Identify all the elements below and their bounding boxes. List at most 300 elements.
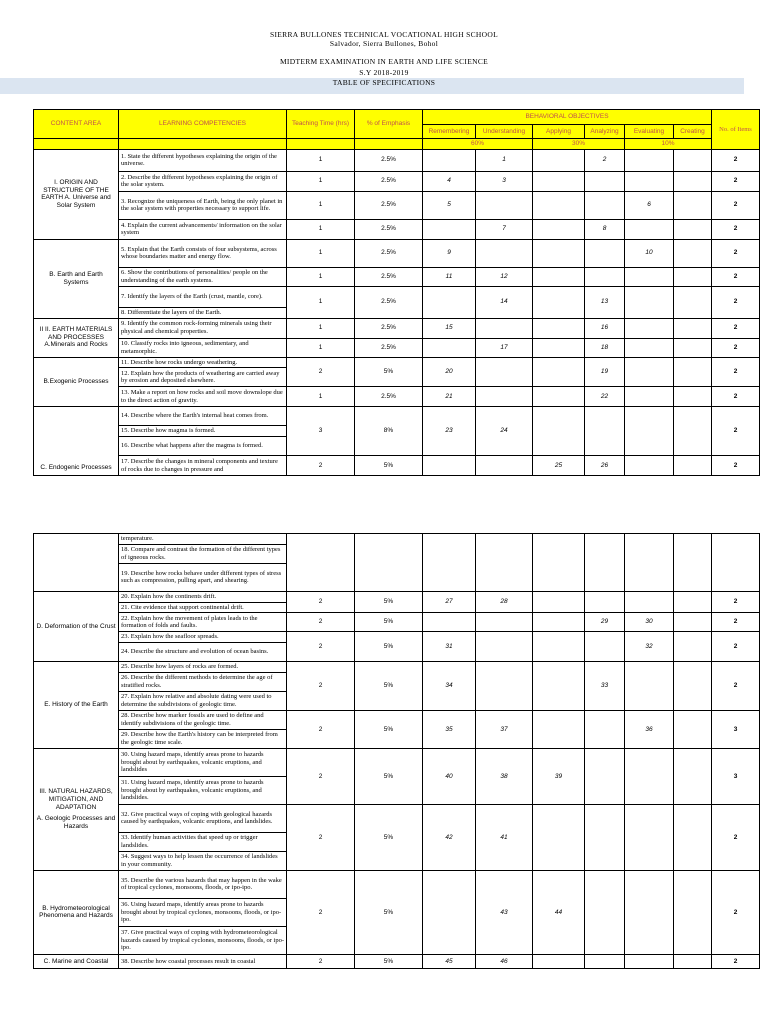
evaluating-cell: 10: [625, 239, 674, 267]
items-total-cell: 2: [712, 870, 760, 954]
teaching-time-cell: 2: [287, 456, 355, 476]
remembering-cell: 4: [423, 171, 476, 191]
items-total-cell: [712, 534, 760, 592]
teaching-time-cell: 1: [287, 191, 355, 219]
specification-table-page-1: [33, 109, 760, 476]
emphasis-cell: 5%: [355, 662, 423, 711]
competency-cell: 27. Explain how relative and absolute dating were used to determine the subdivisions of geologic time.: [119, 691, 287, 710]
creating-cell: [674, 286, 712, 318]
emphasis-cell: 2.5%: [355, 338, 423, 357]
competency-cell: 9. Identify the common rock-forming minerals using their physical and chemical properties.: [119, 318, 287, 338]
items-total-cell: 2: [712, 191, 760, 219]
competency-cell: 25. Describe how layers of rocks are formed.: [119, 662, 287, 673]
applying-cell: [533, 613, 585, 632]
creating-cell: [674, 804, 712, 870]
competency-cell: 24. Describe the structure and evolution of ocean basins.: [119, 643, 287, 662]
creating-cell: [674, 318, 712, 338]
competency-cell: 28. Describe how marker fossils are used to define and identify subdivisions of the geologic time.: [119, 710, 287, 729]
applying-cell: [533, 407, 585, 456]
analyzing-cell: 33: [585, 662, 625, 711]
competency-cell: 38. Describe how coastal processes result in coastal: [119, 954, 287, 968]
competency-cell: 2. Describe the different hypotheses explaining the origin of the solar system.: [119, 171, 287, 191]
applying-cell: 39: [533, 748, 585, 804]
header-teaching-time: Teaching Time (hrs): [287, 110, 355, 139]
analyzing-cell: [585, 591, 625, 613]
table-row: [34, 662, 760, 673]
content-area-cell: [34, 748, 119, 870]
emphasis-cell: 5%: [355, 613, 423, 632]
applying-cell: [533, 591, 585, 613]
header-percent-evaluate-create: 10%: [625, 139, 712, 150]
content-area-cell: D. Deformation of the Crust: [34, 591, 119, 661]
document-title: TABLE OF SPECIFICATIONS: [332, 78, 436, 87]
creating-cell: [674, 191, 712, 219]
analyzing-cell: [585, 171, 625, 191]
items-total-cell: 3: [712, 748, 760, 804]
analyzing-cell: [585, 267, 625, 286]
creating-cell: [674, 662, 712, 711]
teaching-time-cell: 1: [287, 338, 355, 357]
header-applying: Applying: [533, 125, 585, 139]
emphasis-cell: 5%: [355, 804, 423, 870]
competency-cell: 4. Explain the current advancements/ information on the solar system: [119, 219, 287, 239]
understanding-cell: 41: [476, 804, 533, 870]
creating-cell: [674, 870, 712, 954]
creating-cell: [674, 534, 712, 592]
content-area-cell: C. Marine and Coastal: [34, 954, 119, 968]
creating-cell: [674, 591, 712, 613]
understanding-cell: 17: [476, 338, 533, 357]
understanding-cell: [476, 534, 533, 592]
evaluating-cell: [625, 534, 674, 592]
table-row: [34, 318, 760, 338]
items-total-cell: 2: [712, 954, 760, 968]
competency-cell: 34. Suggest ways to help lessen the occurrence of landslides in your community.: [119, 851, 287, 870]
understanding-cell: 14: [476, 286, 533, 318]
understanding-cell: 43: [476, 870, 533, 954]
applying-cell: [533, 387, 585, 407]
specification-table-page-2: [33, 533, 760, 969]
remembering-cell: [423, 456, 476, 476]
content-area-cell: B. Hydrometeorological Phenomena and Hazards: [34, 870, 119, 954]
emphasis-cell: 5%: [355, 870, 423, 954]
analyzing-cell: [585, 407, 625, 456]
remembering-cell: 11: [423, 267, 476, 286]
analyzing-cell: 26: [585, 456, 625, 476]
content-area-cell: E. History of the Earth: [34, 662, 119, 749]
header-percent-apply-analyze: 30%: [533, 139, 625, 150]
header-blank: [34, 139, 119, 150]
remembering-cell: 34: [423, 662, 476, 711]
items-total-cell: 2: [712, 632, 760, 662]
teaching-time-cell: 1: [287, 219, 355, 239]
creating-cell: [674, 219, 712, 239]
teaching-time-cell: [287, 534, 355, 592]
remembering-cell: [423, 338, 476, 357]
header-percent-remember-understand: 60%: [423, 139, 533, 150]
creating-cell: [674, 954, 712, 968]
creating-cell: [674, 239, 712, 267]
items-total-cell: 2: [712, 171, 760, 191]
content-area-sub: A. Geologic Processes and Hazards: [36, 815, 116, 831]
competency-cell: 36. Using hazard maps, identify areas prone to hazards brought about by tropical cyclones, monsoons, floods, or ipo-ipo.: [119, 898, 287, 926]
competency-cell: 16. Describe what happens after the magma is formed.: [119, 437, 287, 456]
remembering-cell: 9: [423, 239, 476, 267]
applying-cell: [533, 954, 585, 968]
competency-cell: 26. Describe the different methods to determine the age of stratified rocks.: [119, 672, 287, 691]
competency-cell: 14. Describe where the Earth's internal heat comes from.: [119, 407, 287, 426]
emphasis-cell: 5%: [355, 954, 423, 968]
school-address: Salvador, Sierra Bullones, Bohol: [329, 39, 439, 48]
applying-cell: [533, 219, 585, 239]
creating-cell: [674, 748, 712, 804]
teaching-time-cell: 2: [287, 710, 355, 748]
teaching-time-cell: 2: [287, 613, 355, 632]
remembering-cell: 42: [423, 804, 476, 870]
applying-cell: [533, 149, 585, 171]
emphasis-cell: 2.5%: [355, 286, 423, 318]
remembering-cell: 27: [423, 591, 476, 613]
applying-cell: [533, 239, 585, 267]
evaluating-cell: [625, 804, 674, 870]
header-content-area: CONTENT AREA: [34, 110, 119, 139]
items-total-cell: 2: [712, 239, 760, 267]
emphasis-cell: 2.5%: [355, 219, 423, 239]
analyzing-cell: 18: [585, 338, 625, 357]
understanding-cell: [476, 239, 533, 267]
table-row: [34, 954, 760, 968]
remembering-cell: [423, 534, 476, 592]
analyzing-cell: 22: [585, 387, 625, 407]
competency-cell: 15. Describe how magma is formed.: [119, 426, 287, 437]
creating-cell: [674, 149, 712, 171]
teaching-time-cell: 2: [287, 357, 355, 387]
items-total-cell: 2: [712, 407, 760, 456]
creating-cell: [674, 710, 712, 748]
items-total-cell: 2: [712, 149, 760, 171]
analyzing-cell: [585, 748, 625, 804]
table-row: [34, 267, 760, 286]
header-analyzing: Analyzing: [585, 125, 625, 139]
header-evaluating: Evaluating: [625, 125, 674, 139]
teaching-time-cell: 1: [287, 286, 355, 318]
evaluating-cell: [625, 219, 674, 239]
remembering-cell: 23: [423, 407, 476, 456]
table-row: [34, 534, 760, 545]
teaching-time-cell: 1: [287, 267, 355, 286]
understanding-cell: 7: [476, 219, 533, 239]
creating-cell: [674, 407, 712, 456]
creating-cell: [674, 357, 712, 387]
understanding-cell: [476, 662, 533, 711]
remembering-cell: 45: [423, 954, 476, 968]
competency-cell: 19. Describe how rocks behave under different types of stress such as compression, pulling apart, and shearing.: [119, 563, 287, 591]
applying-cell: [533, 338, 585, 357]
content-area-cell: C. Endogenic Processes: [34, 407, 119, 476]
teaching-time-cell: 2: [287, 748, 355, 804]
evaluating-cell: [625, 748, 674, 804]
creating-cell: [674, 632, 712, 662]
evaluating-cell: [625, 286, 674, 318]
evaluating-cell: [625, 591, 674, 613]
emphasis-cell: 2.5%: [355, 191, 423, 219]
competency-cell: 12. Explain how the products of weathering are carried away by erosion and deposited elsewhere.: [119, 368, 287, 387]
competency-cell: temperature.: [119, 534, 287, 545]
competency-cell: 35. Describe the various hazards that may happen in the wake of tropical cyclones, monsoons, floods, or ipo-ipo.: [119, 870, 287, 898]
competency-cell: 29. Describe how the Earth's history can be interpreted from the geologic time scale.: [119, 729, 287, 748]
analyzing-cell: [585, 710, 625, 748]
table-row: [34, 804, 760, 832]
competency-cell: 37. Give practical ways of coping with hydrometeorological hazards caused by tropical cyclones, monsoons, floods, or ipo-ipo.: [119, 926, 287, 954]
competency-cell: 17. Describe the changes in mineral components and texture of rocks due to changes in pressure and: [119, 456, 287, 476]
understanding-cell: 12: [476, 267, 533, 286]
items-total-cell: 2: [712, 387, 760, 407]
evaluating-cell: [625, 318, 674, 338]
emphasis-cell: 2.5%: [355, 267, 423, 286]
understanding-cell: [476, 632, 533, 662]
emphasis-cell: 5%: [355, 632, 423, 662]
competency-cell: 32. Give practical ways of coping with geological hazards caused by earthquakes, volcanic eruptions, and landslides.: [119, 804, 287, 832]
content-area-cell: II II. EARTH MATERIALS AND PROCESSES A.Minerals and Rocks: [34, 318, 119, 357]
evaluating-cell: [625, 387, 674, 407]
applying-cell: [533, 286, 585, 318]
evaluating-cell: [625, 954, 674, 968]
school-year: S.Y 2018-2019: [359, 68, 409, 77]
table-row: [34, 149, 760, 171]
emphasis-cell: 2.5%: [355, 149, 423, 171]
table-row: [34, 870, 760, 898]
remembering-cell: [423, 219, 476, 239]
table-row: [34, 710, 760, 729]
understanding-cell: [476, 191, 533, 219]
understanding-cell: [476, 318, 533, 338]
header-understanding: Understanding: [476, 125, 533, 139]
remembering-cell: [423, 870, 476, 954]
table-row: [34, 748, 760, 776]
emphasis-cell: 5%: [355, 591, 423, 613]
competency-cell: 11. Describe how rocks undergo weathering.: [119, 357, 287, 368]
creating-cell: [674, 387, 712, 407]
evaluating-cell: 32: [625, 632, 674, 662]
emphasis-cell: 5%: [355, 357, 423, 387]
remembering-cell: 31: [423, 632, 476, 662]
teaching-time-cell: 2: [287, 591, 355, 613]
table-row: [34, 456, 760, 476]
remembering-cell: [423, 286, 476, 318]
header-behavioral-objectives: BEHAVIORAL OBJECTIVES: [423, 110, 712, 125]
emphasis-cell: 5%: [355, 710, 423, 748]
creating-cell: [674, 267, 712, 286]
header-learning-competencies: LEARNING COMPETENCIES: [119, 110, 287, 139]
creating-cell: [674, 613, 712, 632]
exam-title: MIDTERM EXAMINATION IN EARTH AND LIFE SCIENCE: [279, 57, 489, 66]
emphasis-cell: 2.5%: [355, 318, 423, 338]
applying-cell: [533, 267, 585, 286]
evaluating-cell: [625, 662, 674, 711]
evaluating-cell: [625, 149, 674, 171]
table-row: [34, 338, 760, 357]
table-row: [34, 239, 760, 267]
competency-cell: 22. Explain how the movement of plates leads to the formation of folds and faults.: [119, 613, 287, 632]
analyzing-cell: 8: [585, 219, 625, 239]
analyzing-cell: [585, 804, 625, 870]
emphasis-cell: 5%: [355, 456, 423, 476]
header-blank: [119, 139, 287, 150]
emphasis-cell: 8%: [355, 407, 423, 456]
content-area-cell: [34, 534, 119, 592]
teaching-time-cell: 1: [287, 318, 355, 338]
table-row: [34, 613, 760, 632]
competency-cell: 5. Explain that the Earth consists of four subsystems, across whose boundaries matter and energy flow.: [119, 239, 287, 267]
header-blank: [287, 139, 355, 150]
analyzing-cell: [585, 632, 625, 662]
remembering-cell: 15: [423, 318, 476, 338]
creating-cell: [674, 171, 712, 191]
applying-cell: [533, 632, 585, 662]
table-row: [34, 171, 760, 191]
evaluating-cell: [625, 870, 674, 954]
analyzing-cell: [585, 191, 625, 219]
emphasis-cell: 2.5%: [355, 171, 423, 191]
understanding-cell: [476, 456, 533, 476]
header-creating: Creating: [674, 125, 712, 139]
applying-cell: [533, 357, 585, 387]
emphasis-cell: 2.5%: [355, 387, 423, 407]
analyzing-cell: 13: [585, 286, 625, 318]
remembering-cell: [423, 613, 476, 632]
items-total-cell: 2: [712, 286, 760, 318]
competency-cell: 6. Show the contributions of personalities/ people on the understanding of the earth systems.: [119, 267, 287, 286]
evaluating-cell: [625, 338, 674, 357]
evaluating-cell: 30: [625, 613, 674, 632]
understanding-cell: 38: [476, 748, 533, 804]
table-row: [34, 387, 760, 407]
competency-cell: 10. Classify rocks into igneous, sedimentary, and metamorphic.: [119, 338, 287, 357]
remembering-cell: 5: [423, 191, 476, 219]
applying-cell: 25: [533, 456, 585, 476]
competency-cell: 21. Cite evidence that support continental drift.: [119, 602, 287, 613]
items-total-cell: 2: [712, 591, 760, 613]
teaching-time-cell: 2: [287, 804, 355, 870]
understanding-cell: 28: [476, 591, 533, 613]
evaluating-cell: [625, 171, 674, 191]
remembering-cell: 40: [423, 748, 476, 804]
applying-cell: [533, 318, 585, 338]
table-row: [34, 191, 760, 219]
analyzing-cell: 16: [585, 318, 625, 338]
header-no-of-items: No. of Items: [712, 110, 760, 150]
remembering-cell: 21: [423, 387, 476, 407]
table-row: [34, 632, 760, 643]
teaching-time-cell: 2: [287, 870, 355, 954]
items-total-cell: 2: [712, 338, 760, 357]
understanding-cell: 37: [476, 710, 533, 748]
understanding-cell: 24: [476, 407, 533, 456]
teaching-time-cell: 1: [287, 387, 355, 407]
evaluating-cell: [625, 456, 674, 476]
competency-cell: 20. Explain how the continents drift.: [119, 591, 287, 602]
items-total-cell: 2: [712, 804, 760, 870]
analyzing-cell: 29: [585, 613, 625, 632]
teaching-time-cell: 1: [287, 171, 355, 191]
table-row: [34, 357, 760, 368]
content-area-cell: B.Exogenic Processes: [34, 357, 119, 407]
applying-cell: [533, 662, 585, 711]
understanding-cell: [476, 357, 533, 387]
items-total-cell: 2: [712, 613, 760, 632]
applying-cell: 44: [533, 870, 585, 954]
evaluating-cell: [625, 267, 674, 286]
content-area-cell: B. Earth and Earth Systems: [34, 239, 119, 318]
school-name: SIERRA BULLONES TECHNICAL VOCATIONAL HIGH SCHOOL: [270, 30, 498, 39]
applying-cell: [533, 171, 585, 191]
applying-cell: [533, 191, 585, 219]
competency-cell: 23. Explain how the seafloor spreads.: [119, 632, 287, 643]
remembering-cell: 35: [423, 710, 476, 748]
analyzing-cell: [585, 954, 625, 968]
creating-cell: [674, 338, 712, 357]
items-total-cell: 2: [712, 318, 760, 338]
understanding-cell: 3: [476, 171, 533, 191]
table-row: [34, 591, 760, 602]
understanding-cell: 1: [476, 149, 533, 171]
table-row: [34, 219, 760, 239]
content-area-main: III. NATURAL HAZARDS, MITIGATION, AND ADAPTATION: [39, 787, 113, 811]
understanding-cell: 46: [476, 954, 533, 968]
competency-cell: 8. Differentiate the layers of the Earth.: [119, 307, 287, 318]
teaching-time-cell: 2: [287, 954, 355, 968]
teaching-time-cell: 2: [287, 662, 355, 711]
evaluating-cell: [625, 357, 674, 387]
header-blank: [355, 139, 423, 150]
remembering-cell: 20: [423, 357, 476, 387]
teaching-time-cell: 1: [287, 149, 355, 171]
teaching-time-cell: 2: [287, 632, 355, 662]
emphasis-cell: [355, 534, 423, 592]
items-total-cell: 2: [712, 456, 760, 476]
competency-cell: 33. Identify human activities that speed up or trigger landslides.: [119, 832, 287, 851]
analyzing-cell: [585, 534, 625, 592]
analyzing-cell: [585, 239, 625, 267]
evaluating-cell: 36: [625, 710, 674, 748]
analyzing-cell: 2: [585, 149, 625, 171]
applying-cell: [533, 534, 585, 592]
understanding-cell: [476, 387, 533, 407]
remembering-cell: [423, 149, 476, 171]
competency-cell: 18. Compare and contrast the formation of the different types of igneous rocks.: [119, 544, 287, 563]
header-emphasis: % of Emphasis: [355, 110, 423, 139]
header-remembering: Remembering: [423, 125, 476, 139]
items-total-cell: 2: [712, 662, 760, 711]
competency-cell: 13. Make a report on how rocks and soil move downslope due to the direct action of gravity.: [119, 387, 287, 407]
analyzing-cell: 19: [585, 357, 625, 387]
evaluating-cell: 6: [625, 191, 674, 219]
competency-cell: 7. Identify the layers of the Earth (crust, mantle, core).: [119, 286, 287, 307]
teaching-time-cell: 1: [287, 239, 355, 267]
items-total-cell: 3: [712, 710, 760, 748]
items-total-cell: 2: [712, 267, 760, 286]
evaluating-cell: [625, 407, 674, 456]
analyzing-cell: [585, 870, 625, 954]
understanding-cell: [476, 613, 533, 632]
items-total-cell: 2: [712, 357, 760, 387]
competency-cell: 30. Using hazard maps, identify areas prone to hazards brought about by earthquakes, volcanic eruptions, and landslides: [119, 748, 287, 776]
items-total-cell: 2: [712, 219, 760, 239]
creating-cell: [674, 456, 712, 476]
competency-cell: 31. Using hazard maps, identify areas prone to hazards brought about by earthquakes, volcanic eruptions, and landslides.: [119, 776, 287, 804]
table-row: [34, 286, 760, 307]
competency-cell: 3. Recognize the uniqueness of Earth, being the only planet in the solar system with properties necessary to support life.: [119, 191, 287, 219]
